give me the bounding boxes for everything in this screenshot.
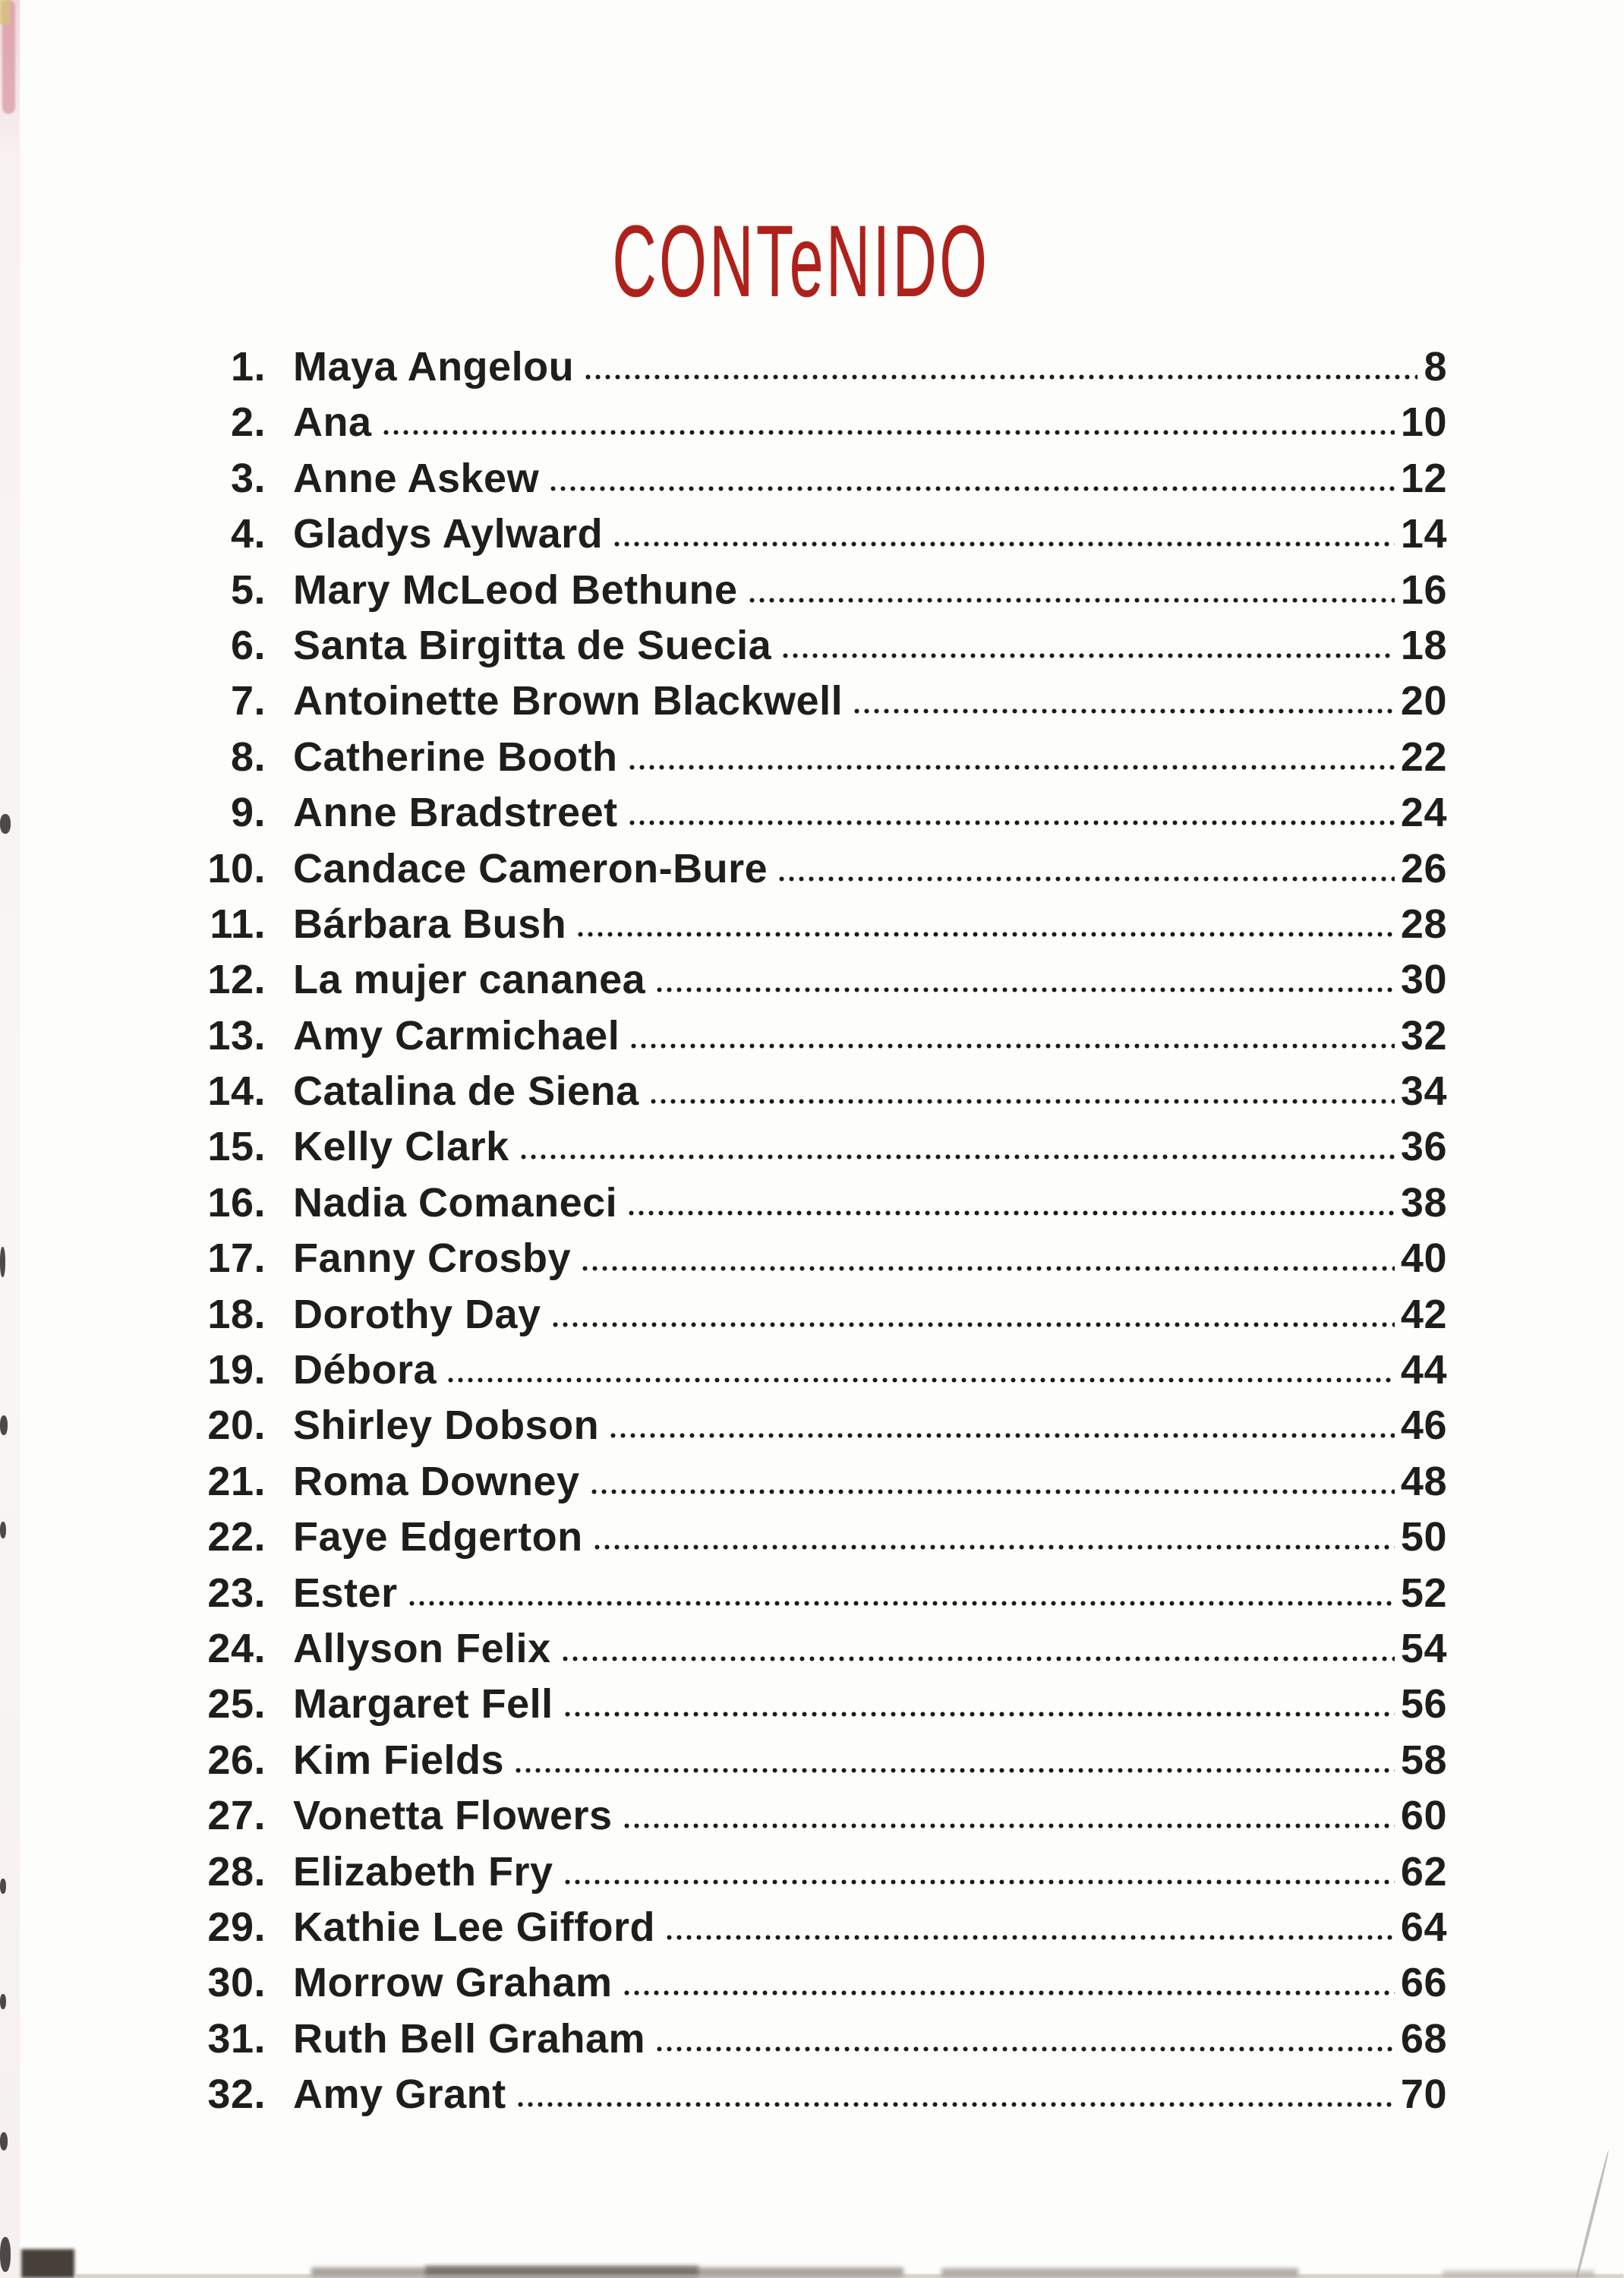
- toc-row: [190, 622, 1447, 677]
- entry-name: Shirley Dobson: [293, 1402, 600, 1449]
- dot-leader: [564, 1879, 1395, 1885]
- entry-name: Faye Edgerton: [293, 1514, 583, 1560]
- toc-row: [190, 1179, 1447, 1235]
- dot-leader: [564, 1711, 1395, 1718]
- dot-leader: [628, 1210, 1395, 1216]
- dot-leader: [656, 2046, 1395, 2052]
- entry-number: 11.: [210, 901, 266, 947]
- toc-row: [190, 2071, 1447, 2126]
- toc-row: [190, 2015, 1447, 2071]
- entry-number: 7.: [230, 678, 266, 724]
- toc-row: [190, 1068, 1447, 1123]
- entry-page: 58: [1400, 1737, 1447, 1783]
- entry-number: 17.: [207, 1235, 266, 1282]
- toc-row: [190, 343, 1447, 399]
- toc-row: [190, 1625, 1447, 1680]
- entry-number: 25.: [207, 1681, 266, 1727]
- dot-leader: [623, 1989, 1395, 1996]
- toc-row: [190, 399, 1447, 454]
- entry-name: Allyson Felix: [293, 1625, 551, 1671]
- scan-mark: [0, 1879, 6, 1894]
- entry-name: Nadia Comaneci: [293, 1179, 618, 1226]
- scan-mark: [0, 2237, 11, 2272]
- scan-speck: [0, 0, 10, 24]
- dot-leader: [383, 429, 1395, 436]
- scan-mark: [0, 1247, 5, 1277]
- entry-number: 6.: [230, 622, 266, 668]
- entry-number: 9.: [230, 790, 266, 836]
- toc-row: [190, 901, 1447, 956]
- entry-page: 66: [1400, 1960, 1447, 2006]
- entry-page: 30: [1400, 957, 1447, 1003]
- entry-name: Fanny Crosby: [293, 1235, 572, 1282]
- entry-name: Kelly Clark: [293, 1124, 509, 1170]
- entry-page: 40: [1400, 1235, 1447, 1282]
- entry-number: 5.: [230, 566, 266, 613]
- entry-page: 10: [1400, 399, 1447, 446]
- toc-row: [190, 1402, 1447, 1457]
- entry-name: Maya Angelou: [293, 344, 575, 390]
- dot-leader: [610, 1432, 1395, 1439]
- entry-name: Candace Cameron-Bure: [293, 845, 768, 891]
- entry-page: 16: [1400, 566, 1447, 613]
- entry-number: 1.: [230, 344, 266, 390]
- scan-edge-strip: [0, 0, 20, 2278]
- dot-leader: [650, 1098, 1395, 1105]
- scan-mark: [0, 2132, 8, 2150]
- entry-number: 20.: [207, 1402, 266, 1449]
- toc-row: [190, 789, 1447, 844]
- entry-number: 10.: [207, 845, 266, 891]
- entry-page: 38: [1400, 1179, 1447, 1226]
- entry-name: Mary McLeod Bethune: [293, 566, 738, 613]
- scan-mark: [0, 1994, 6, 2009]
- page-title: CONTeNIDO: [612, 204, 990, 318]
- entry-name: Bárbara Bush: [293, 901, 567, 947]
- toc-row: [190, 1570, 1447, 1625]
- entry-number: 18.: [207, 1291, 266, 1337]
- dot-leader: [594, 1544, 1395, 1551]
- dot-leader: [630, 1043, 1395, 1049]
- entry-name: Ana: [293, 399, 372, 446]
- entry-name: Ruth Bell Graham: [293, 2015, 646, 2062]
- entry-name: Anne Bradstreet: [293, 790, 618, 836]
- entry-number: 28.: [207, 1848, 266, 1895]
- dot-leader: [562, 1655, 1395, 1662]
- entry-name: Kathie Lee Gifford: [293, 1904, 656, 1950]
- dot-leader: [517, 2101, 1395, 2108]
- entry-number: 24.: [207, 1625, 266, 1671]
- entry-name: Débora: [293, 1347, 437, 1393]
- entry-number: 27.: [207, 1793, 266, 1839]
- dot-leader: [591, 1488, 1395, 1495]
- entry-name: Amy Carmichael: [293, 1012, 620, 1059]
- toc-row: [190, 1904, 1447, 1959]
- toc-row: [190, 1848, 1447, 1904]
- toc-row: [190, 1792, 1447, 1847]
- dot-leader: [447, 1377, 1395, 1384]
- entry-page: 28: [1400, 901, 1447, 947]
- entry-page: 8: [1424, 344, 1447, 390]
- dot-leader: [629, 819, 1395, 826]
- entry-number: 4.: [230, 511, 266, 557]
- entry-page: 44: [1400, 1347, 1447, 1393]
- entry-name: Ester: [293, 1570, 398, 1616]
- entry-page: 46: [1400, 1402, 1447, 1449]
- toc-row: [190, 1291, 1447, 1346]
- dot-leader: [666, 1934, 1395, 1941]
- entry-page: 50: [1400, 1514, 1447, 1560]
- scan-bottom-smudge: [76, 2274, 1624, 2278]
- dot-leader: [629, 764, 1395, 771]
- dot-leader: [515, 1767, 1395, 1774]
- dot-leader: [585, 374, 1417, 380]
- entry-name: Antoinette Brown Blackwell: [293, 678, 844, 724]
- entry-page: 22: [1400, 734, 1447, 780]
- dot-leader: [577, 931, 1395, 938]
- entry-page: 56: [1400, 1681, 1447, 1727]
- entry-page: 18: [1400, 622, 1447, 668]
- scan-bottom-smudge: [21, 2249, 74, 2278]
- dot-leader: [853, 708, 1395, 715]
- dot-leader: [582, 1265, 1395, 1272]
- entry-page: 36: [1400, 1124, 1447, 1170]
- entry-name: Amy Grant: [293, 2071, 506, 2118]
- entry-name: Catherine Booth: [293, 734, 618, 780]
- entry-number: 16.: [207, 1179, 266, 1226]
- scan-mark: [0, 1415, 8, 1435]
- entry-number: 23.: [207, 1570, 266, 1616]
- toc-row: [190, 677, 1447, 733]
- entry-name: Anne Askew: [293, 455, 540, 501]
- toc-row: [190, 1680, 1447, 1736]
- entry-number: 26.: [207, 1737, 266, 1783]
- toc-row: [190, 510, 1447, 566]
- entry-page: 48: [1400, 1458, 1447, 1504]
- page-curl-line: [1571, 2150, 1610, 2278]
- entry-name: Morrow Graham: [293, 1960, 613, 2006]
- dot-leader: [613, 541, 1395, 547]
- entry-page: 52: [1400, 1570, 1447, 1616]
- entry-page: 64: [1400, 1904, 1447, 1950]
- entry-name: Catalina de Siena: [293, 1068, 639, 1115]
- toc-list: [190, 343, 1447, 2127]
- entry-page: 42: [1400, 1291, 1447, 1337]
- entry-name: Santa Birgitta de Suecia: [293, 622, 772, 668]
- toc-row: [190, 956, 1447, 1011]
- toc-row: [190, 845, 1447, 901]
- entry-page: 70: [1400, 2071, 1447, 2118]
- entry-name: Vonetta Flowers: [293, 1793, 613, 1839]
- entry-number: 21.: [207, 1458, 266, 1504]
- dot-leader: [520, 1153, 1395, 1160]
- toc-row: [190, 566, 1447, 622]
- dot-leader: [552, 1321, 1395, 1328]
- toc-row: [190, 1737, 1447, 1792]
- entry-name: Margaret Fell: [293, 1681, 553, 1727]
- entry-number: 8.: [230, 734, 266, 780]
- entry-name: Gladys Aylward: [293, 511, 604, 557]
- entry-number: 22.: [207, 1514, 266, 1560]
- entry-page: 68: [1400, 2015, 1447, 2062]
- entry-number: 14.: [207, 1068, 266, 1115]
- toc-row: [190, 1959, 1447, 2015]
- toc-row: [190, 1513, 1447, 1569]
- entry-page: 62: [1400, 1848, 1447, 1895]
- entry-name: Dorothy Day: [293, 1291, 541, 1337]
- entry-page: 60: [1400, 1793, 1447, 1839]
- entry-number: 29.: [207, 1904, 266, 1950]
- entry-page: 34: [1400, 1068, 1447, 1115]
- toc-row: [190, 1346, 1447, 1402]
- entry-number: 3.: [230, 455, 266, 501]
- entry-number: 31.: [207, 2015, 266, 2062]
- toc-row: [190, 455, 1447, 510]
- dot-leader: [550, 485, 1395, 492]
- entry-name: Elizabeth Fry: [293, 1848, 553, 1895]
- toc-row: [190, 734, 1447, 789]
- dot-leader: [782, 652, 1395, 659]
- entry-number: 32.: [207, 2071, 266, 2118]
- entry-number: 2.: [230, 399, 266, 446]
- scan-mark: [0, 814, 11, 834]
- dot-leader: [623, 1822, 1395, 1829]
- dot-leader: [656, 986, 1395, 993]
- entry-number: 13.: [207, 1012, 266, 1059]
- dot-leader: [749, 597, 1395, 604]
- entry-page: 32: [1400, 1012, 1447, 1059]
- entry-number: 12.: [207, 957, 266, 1003]
- dot-leader: [778, 876, 1395, 882]
- dot-leader: [408, 1600, 1395, 1607]
- toc-row: [190, 1458, 1447, 1513]
- entry-number: 15.: [207, 1124, 266, 1170]
- entry-page: 54: [1400, 1625, 1447, 1671]
- toc-row: [190, 1012, 1447, 1068]
- entry-number: 30.: [207, 1960, 266, 2006]
- entry-page: 20: [1400, 678, 1447, 724]
- entry-name: La mujer cananea: [293, 957, 646, 1003]
- toc-row: [190, 1123, 1447, 1178]
- entry-page: 14: [1400, 511, 1447, 557]
- scan-mark: [0, 1522, 6, 1538]
- entry-page: 26: [1400, 845, 1447, 891]
- entry-name: Roma Downey: [293, 1458, 580, 1504]
- entry-number: 19.: [207, 1347, 266, 1393]
- entry-page: 12: [1400, 455, 1447, 501]
- entry-name: Kim Fields: [293, 1737, 505, 1783]
- entry-page: 24: [1400, 790, 1447, 836]
- toc-row: [190, 1235, 1447, 1290]
